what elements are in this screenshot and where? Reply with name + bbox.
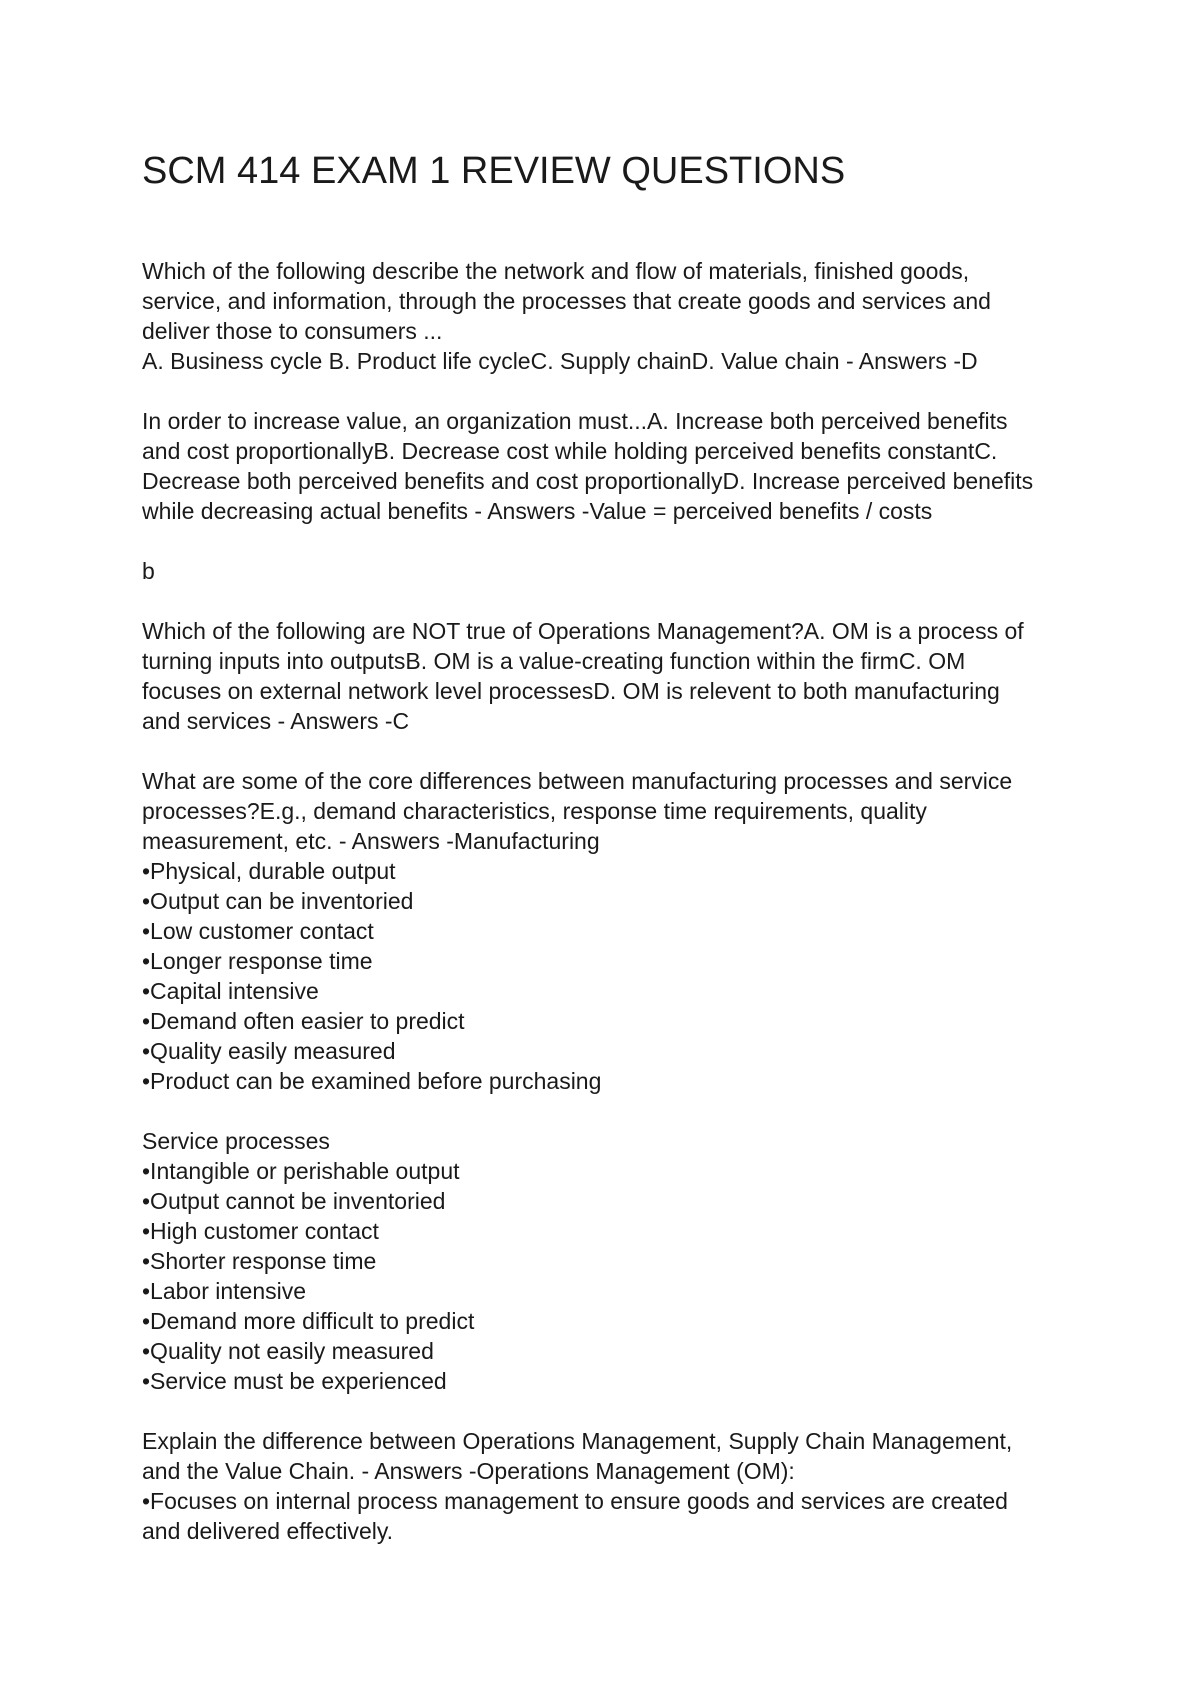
question-5-line: •Focuses on internal process management to ensure goods and services are created bbox=[142, 1488, 1008, 1514]
question-5-answer-line: and the Value Chain. - Answers -Operations Management (OM): bbox=[142, 1458, 795, 1484]
paragraph-gap bbox=[142, 1096, 1092, 1126]
question-4-answer-line: measurement, etc. - Answers -Manufacturing bbox=[142, 828, 600, 854]
service-processes-heading: Service processes bbox=[142, 1128, 330, 1154]
document-body bbox=[142, 256, 1092, 1546]
paragraph-gap bbox=[142, 736, 1092, 766]
question-2-extra-text: b bbox=[142, 558, 155, 584]
paragraph-gap bbox=[142, 526, 1092, 556]
question-5 bbox=[142, 1426, 1092, 1546]
question-1 bbox=[142, 256, 1092, 376]
question-1-line: service, and information, through the processes that create goods and services and bbox=[142, 288, 991, 314]
paragraph-gap bbox=[142, 586, 1092, 616]
question-4 bbox=[142, 766, 1092, 1096]
service-bullet: •Demand more difficult to predict bbox=[142, 1308, 475, 1334]
service-processes-list bbox=[142, 1126, 1092, 1396]
question-2-answer-line: while decreasing actual benefits - Answers -Value = perceived benefits / costs bbox=[142, 498, 933, 524]
question-1-answer-line: A. Business cycle B. Product life cycleC. Supply chainD. Value chain - Answers -D bbox=[142, 348, 978, 374]
question-3 bbox=[142, 616, 1092, 736]
service-bullet: •Intangible or perishable output bbox=[142, 1158, 460, 1184]
question-3-line: Which of the following are NOT true of Operations Management?A. OM is a process of bbox=[142, 618, 1024, 644]
question-2-line: and cost proportionallyB. Decrease cost while holding perceived benefits constantC. bbox=[142, 438, 998, 464]
manufacturing-bullet: •Product can be examined before purchasing bbox=[142, 1068, 602, 1094]
question-2-extra bbox=[142, 556, 1092, 586]
question-4-line: processes?E.g., demand characteristics, response time requirements, quality bbox=[142, 798, 927, 824]
service-bullet: •Labor intensive bbox=[142, 1278, 307, 1304]
manufacturing-bullet: •Quality easily measured bbox=[142, 1038, 396, 1064]
service-bullet: •Quality not easily measured bbox=[142, 1338, 434, 1364]
paragraph-gap bbox=[142, 1396, 1092, 1426]
manufacturing-bullet: •Physical, durable output bbox=[142, 858, 396, 884]
question-4-line: What are some of the core differences between manufacturing processes and service bbox=[142, 768, 1013, 794]
question-5-line: Explain the difference between Operations Management, Supply Chain Management, bbox=[142, 1428, 1013, 1454]
manufacturing-bullet: •Low customer contact bbox=[142, 918, 374, 944]
document-title: SCM 414 EXAM 1 REVIEW QUESTIONS bbox=[142, 150, 846, 192]
service-bullet: •Shorter response time bbox=[142, 1248, 377, 1274]
manufacturing-bullet: •Longer response time bbox=[142, 948, 373, 974]
question-2 bbox=[142, 406, 1092, 526]
question-1-line: deliver those to consumers ... bbox=[142, 318, 443, 344]
question-3-line: focuses on external network level processesD. OM is relevent to both manufacturing bbox=[142, 678, 1000, 704]
service-bullet: •High customer contact bbox=[142, 1218, 379, 1244]
question-2-line: Decrease both perceived benefits and cost proportionallyD. Increase perceived benefits bbox=[142, 468, 1034, 494]
question-5-line: and delivered effectively. bbox=[142, 1518, 394, 1544]
manufacturing-bullet: •Capital intensive bbox=[142, 978, 319, 1004]
question-1-line: Which of the following describe the network and flow of materials, finished goods, bbox=[142, 258, 970, 284]
question-3-answer-line: and services - Answers -C bbox=[142, 708, 410, 734]
service-bullet: •Output cannot be inventoried bbox=[142, 1188, 446, 1214]
question-2-line: In order to increase value, an organization must...A. Increase both perceived benefits bbox=[142, 408, 1008, 434]
manufacturing-bullet: •Output can be inventoried bbox=[142, 888, 414, 914]
manufacturing-bullet: •Demand often easier to predict bbox=[142, 1008, 465, 1034]
service-bullet: •Service must be experienced bbox=[142, 1368, 447, 1394]
question-3-line: turning inputs into outputsB. OM is a value-creating function within the firmC. OM bbox=[142, 648, 966, 674]
paragraph-gap bbox=[142, 376, 1092, 406]
